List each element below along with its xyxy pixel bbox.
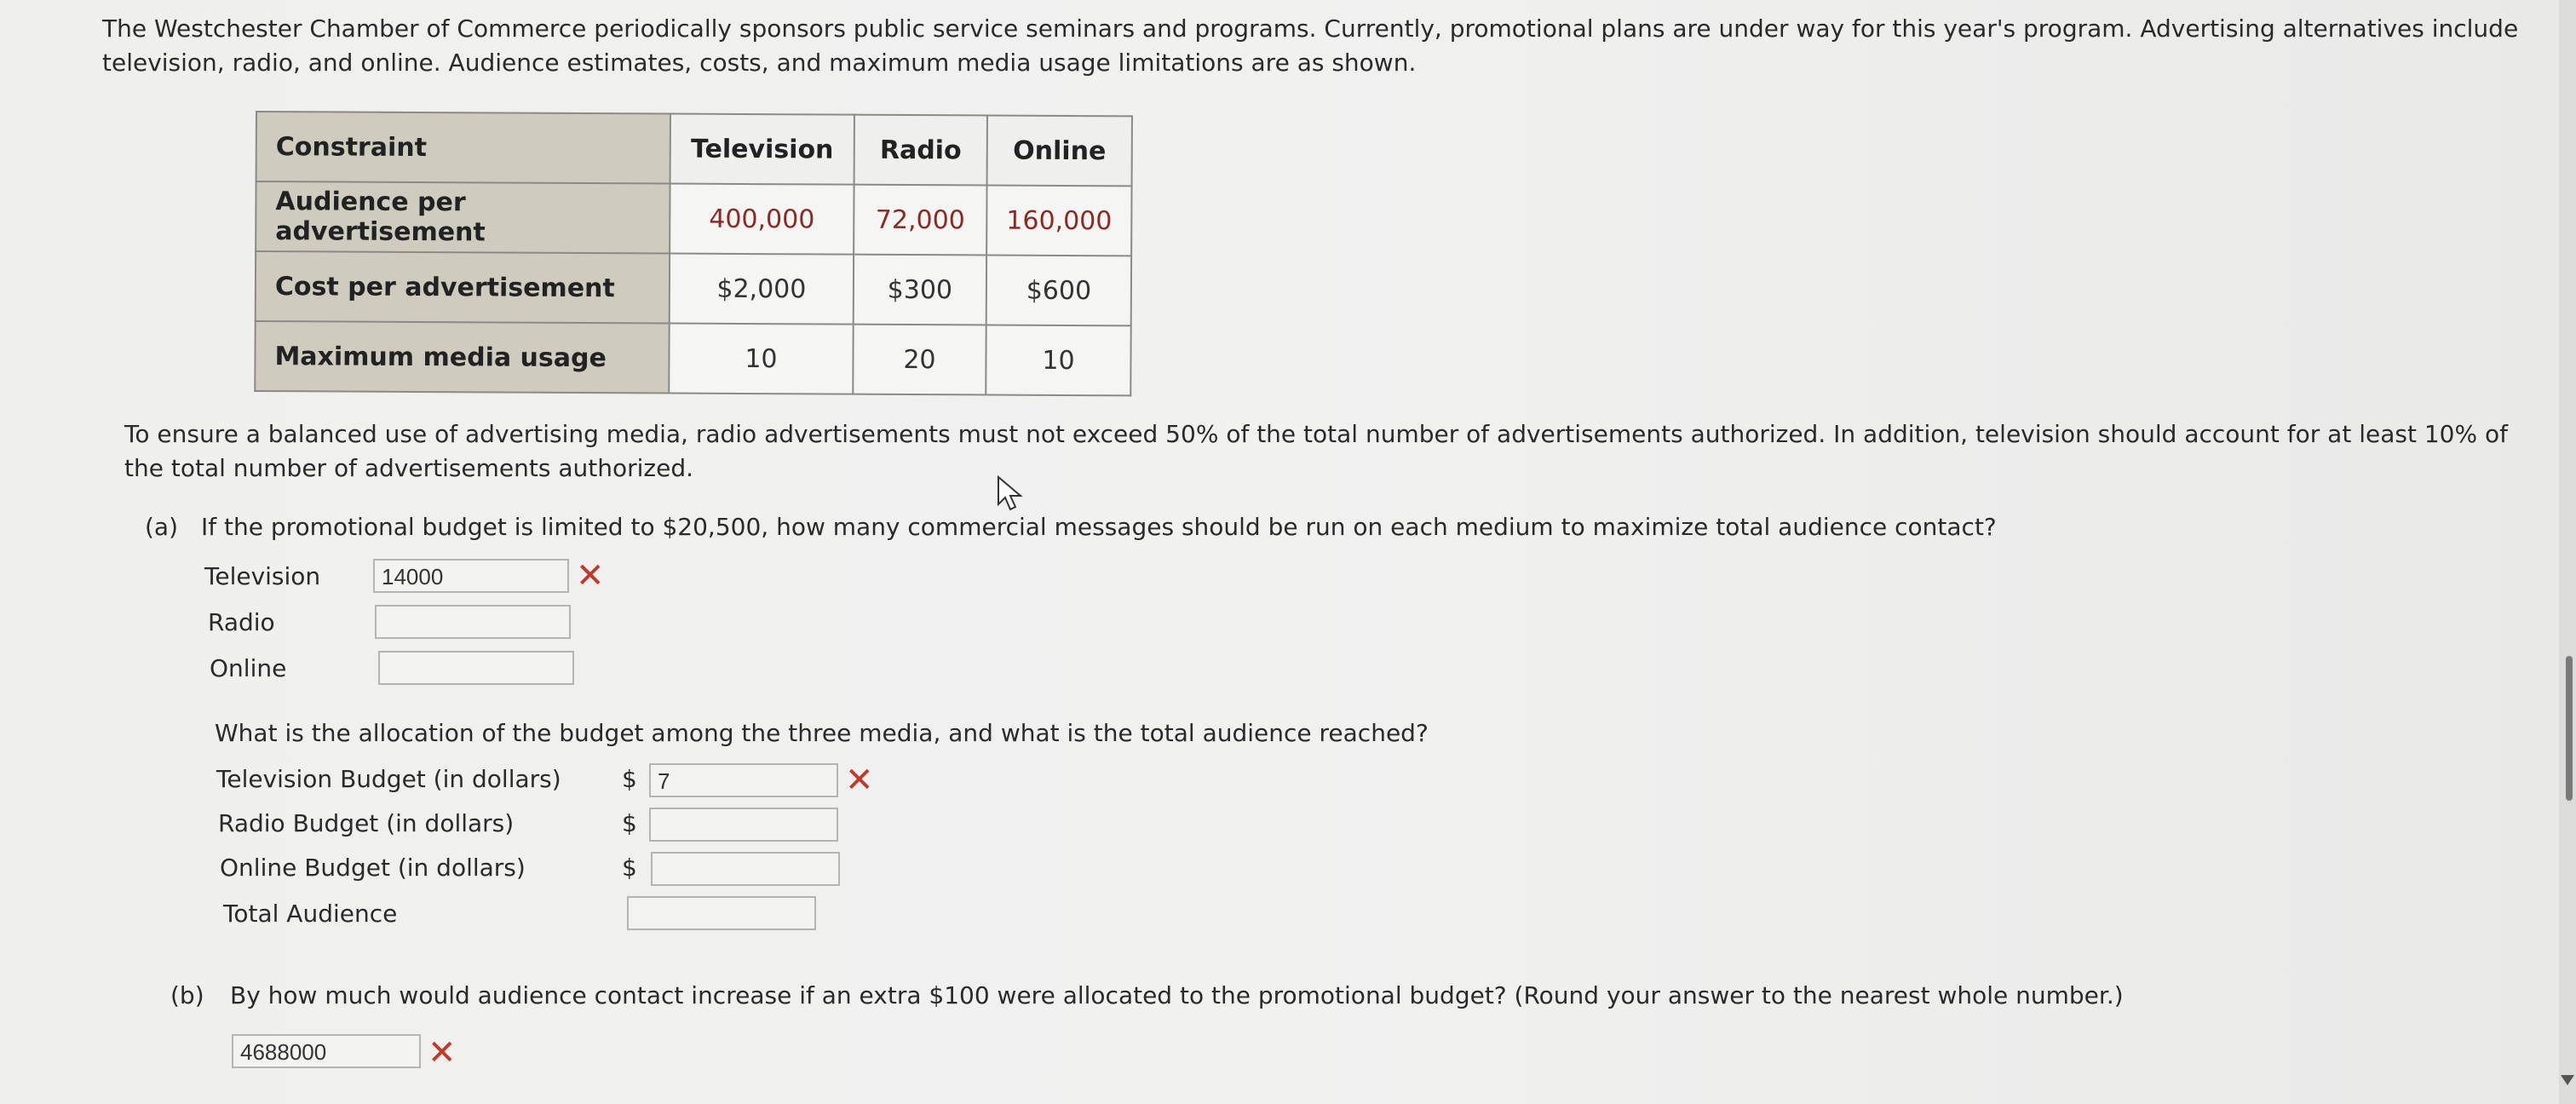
table-row [255,321,1130,395]
scrollbar-thumb[interactable] [2566,656,2573,801]
part-a-question: If the promotional budget is limited to $20,500, how many commercial messages should be run on each medium to maximize total audience contact? [201,513,1997,541]
online-label: Online [210,654,287,682]
currency-symbol: $ [622,765,637,793]
cell-value: 20 [853,325,986,395]
table-row [256,251,1131,325]
part-a-prefix: (a) [145,513,179,541]
budget-question: What is the allocation of the budget among the three media, and what is the total audience reached? [215,719,1429,747]
table-row [256,181,1131,256]
red-x-icon: ✕ [576,556,605,595]
red-x-icon: ✕ [428,1033,457,1072]
currency-symbol: $ [622,854,637,882]
header-television: Television [670,114,854,185]
television-budget-label: Television Budget (in dollars) [216,765,561,793]
currency-symbol: $ [622,809,637,837]
online-budget-input[interactable] [651,852,840,886]
table-header-row [256,112,1132,186]
cell-value: $2,000 [670,254,854,325]
row-label: Cost per advertisement [256,251,670,324]
part-b-question: By how much would audience contact increase if an extra $100 were allocated to the promotional budget? (Round your answer to the nearest whole number.) [230,981,2124,1009]
row-label: Audience per advertisement [256,181,670,254]
online-count-input[interactable] [378,651,574,685]
header-radio: Radio [854,115,987,186]
problem-intro: The Westchester Chamber of Commerce periodically sponsors public service seminars and programs. Currently, promotional plans are under way for this year's program. Advertising alternatives include television, radio, and online. Audience estimates, costs, and maximum media usage limitations are as shown. [102,14,2519,77]
header-online: Online [987,115,1132,186]
pointer-arrow-icon [997,475,1026,513]
television-label: Television [204,562,321,590]
media-table [254,111,1133,396]
cell-value: 10 [669,324,853,394]
scroll-down-arrow-icon[interactable] [2561,1075,2574,1085]
radio-budget-input[interactable] [649,808,838,842]
audience-increase-input[interactable]: 4688000 [232,1034,421,1068]
online-budget-label: Online Budget (in dollars) [220,854,526,882]
radio-budget-label: Radio Budget (in dollars) [218,809,515,837]
red-x-icon: ✕ [845,761,874,800]
total-audience-input[interactable] [627,896,816,930]
radio-label: Radio [208,608,275,636]
cell-value: $300 [854,255,986,325]
television-budget-input[interactable]: 7 [649,763,838,797]
part-b-prefix: (b) [170,981,204,1009]
cell-value: 72,000 [854,185,986,256]
vertical-scrollbar[interactable] [2559,0,2576,1104]
cell-value: 400,000 [670,184,854,255]
total-audience-label: Total Audience [223,900,398,928]
radio-count-input[interactable] [375,605,571,639]
row-label: Maximum media usage [255,321,669,394]
header-constraint: Constraint [256,112,670,184]
cell-value: 10 [986,325,1130,395]
cell-value: $600 [986,255,1131,325]
cell-value: 160,000 [986,185,1131,256]
television-count-input[interactable]: 14000 [373,559,569,593]
balance-constraint-text: To ensure a balanced use of advertising media, radio advertisements must not exceed 50% of the total number of advertisements authorized. In addition, television should account for at least 10% of the total number of advertisements authorized. [124,420,2508,482]
